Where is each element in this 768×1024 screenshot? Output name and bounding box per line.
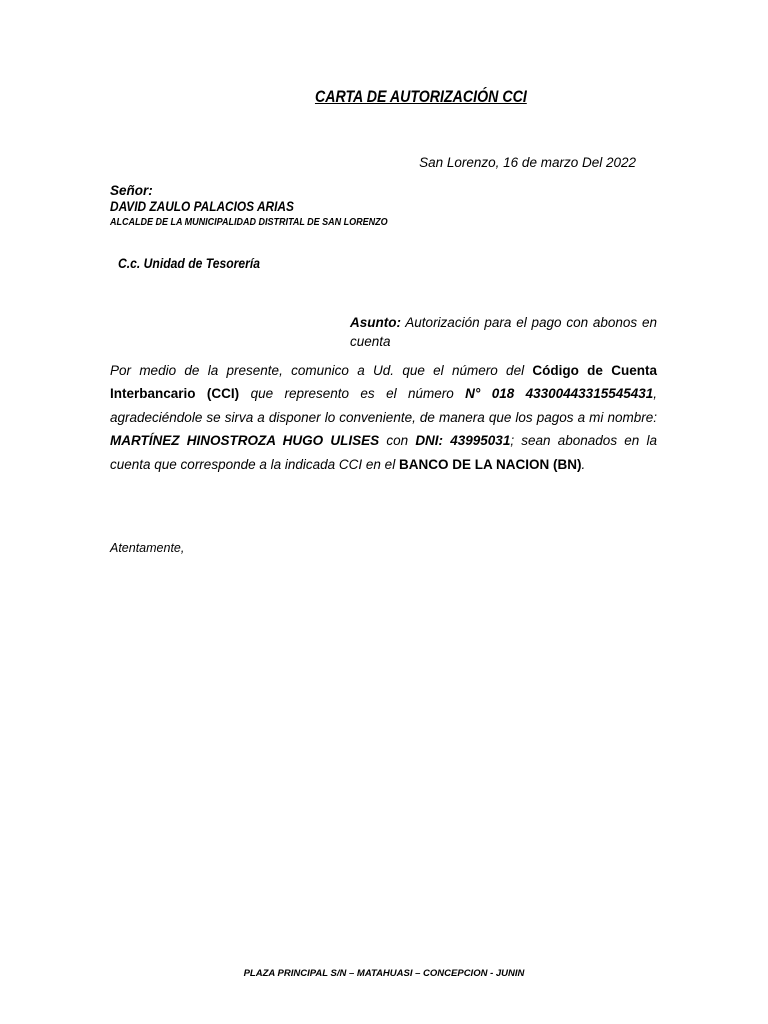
body-text-1: Por medio de la presente, comunico a Ud. que el número del	[110, 363, 533, 378]
closing: Atentamente,	[110, 541, 185, 555]
carbon-copy-line: C.c. Unidad de Tesorería	[118, 256, 261, 271]
body-text-2: que represento es el número	[239, 386, 466, 402]
dni-number: DNI: 43995031	[415, 433, 511, 449]
body-paragraph	[110, 359, 657, 476]
subject-text: Autorización para el pago con abonos en cuenta	[350, 315, 657, 349]
page-footer: PLAZA PRINCIPAL S/N – MATAHUASI – CONCEPCION - JUNIN	[243, 968, 525, 979]
recipient-title: ALCALDE DE LA MUNICIPALIDAD DISTRITAL DE SAN LORENZO	[110, 217, 388, 228]
subject-label: Asunto:	[350, 315, 401, 330]
body-text-5: ; sean abonados en la cuenta que corresponde a la indicada CCI en el	[110, 433, 657, 472]
salutation: Señor:	[110, 183, 153, 198]
recipient-name: DAVID ZAULO PALACIOS ARIAS	[110, 199, 294, 214]
body-text-3: , agradeciéndole se sirva a disponer lo conveniente, de manera que los pagos a mi nombre:	[110, 386, 658, 425]
cci-number: N° 018 43300443315545431	[465, 386, 654, 402]
body-text-6: .	[581, 456, 586, 472]
body-text-4: con	[379, 433, 416, 449]
holder-name: MARTÍNEZ HINOSTROZA HUGO ULISES	[110, 433, 380, 449]
letter-date: San Lorenzo, 16 de marzo Del 2022	[419, 155, 636, 170]
bank-name: BANCO DE LA NACION (BN)	[398, 456, 582, 472]
letter-title: CARTA DE AUTORIZACIÓN CCI	[314, 88, 527, 106]
cci-label: Código de Cuenta Interbancario (CCI)	[110, 363, 657, 402]
subject-line	[350, 313, 657, 351]
